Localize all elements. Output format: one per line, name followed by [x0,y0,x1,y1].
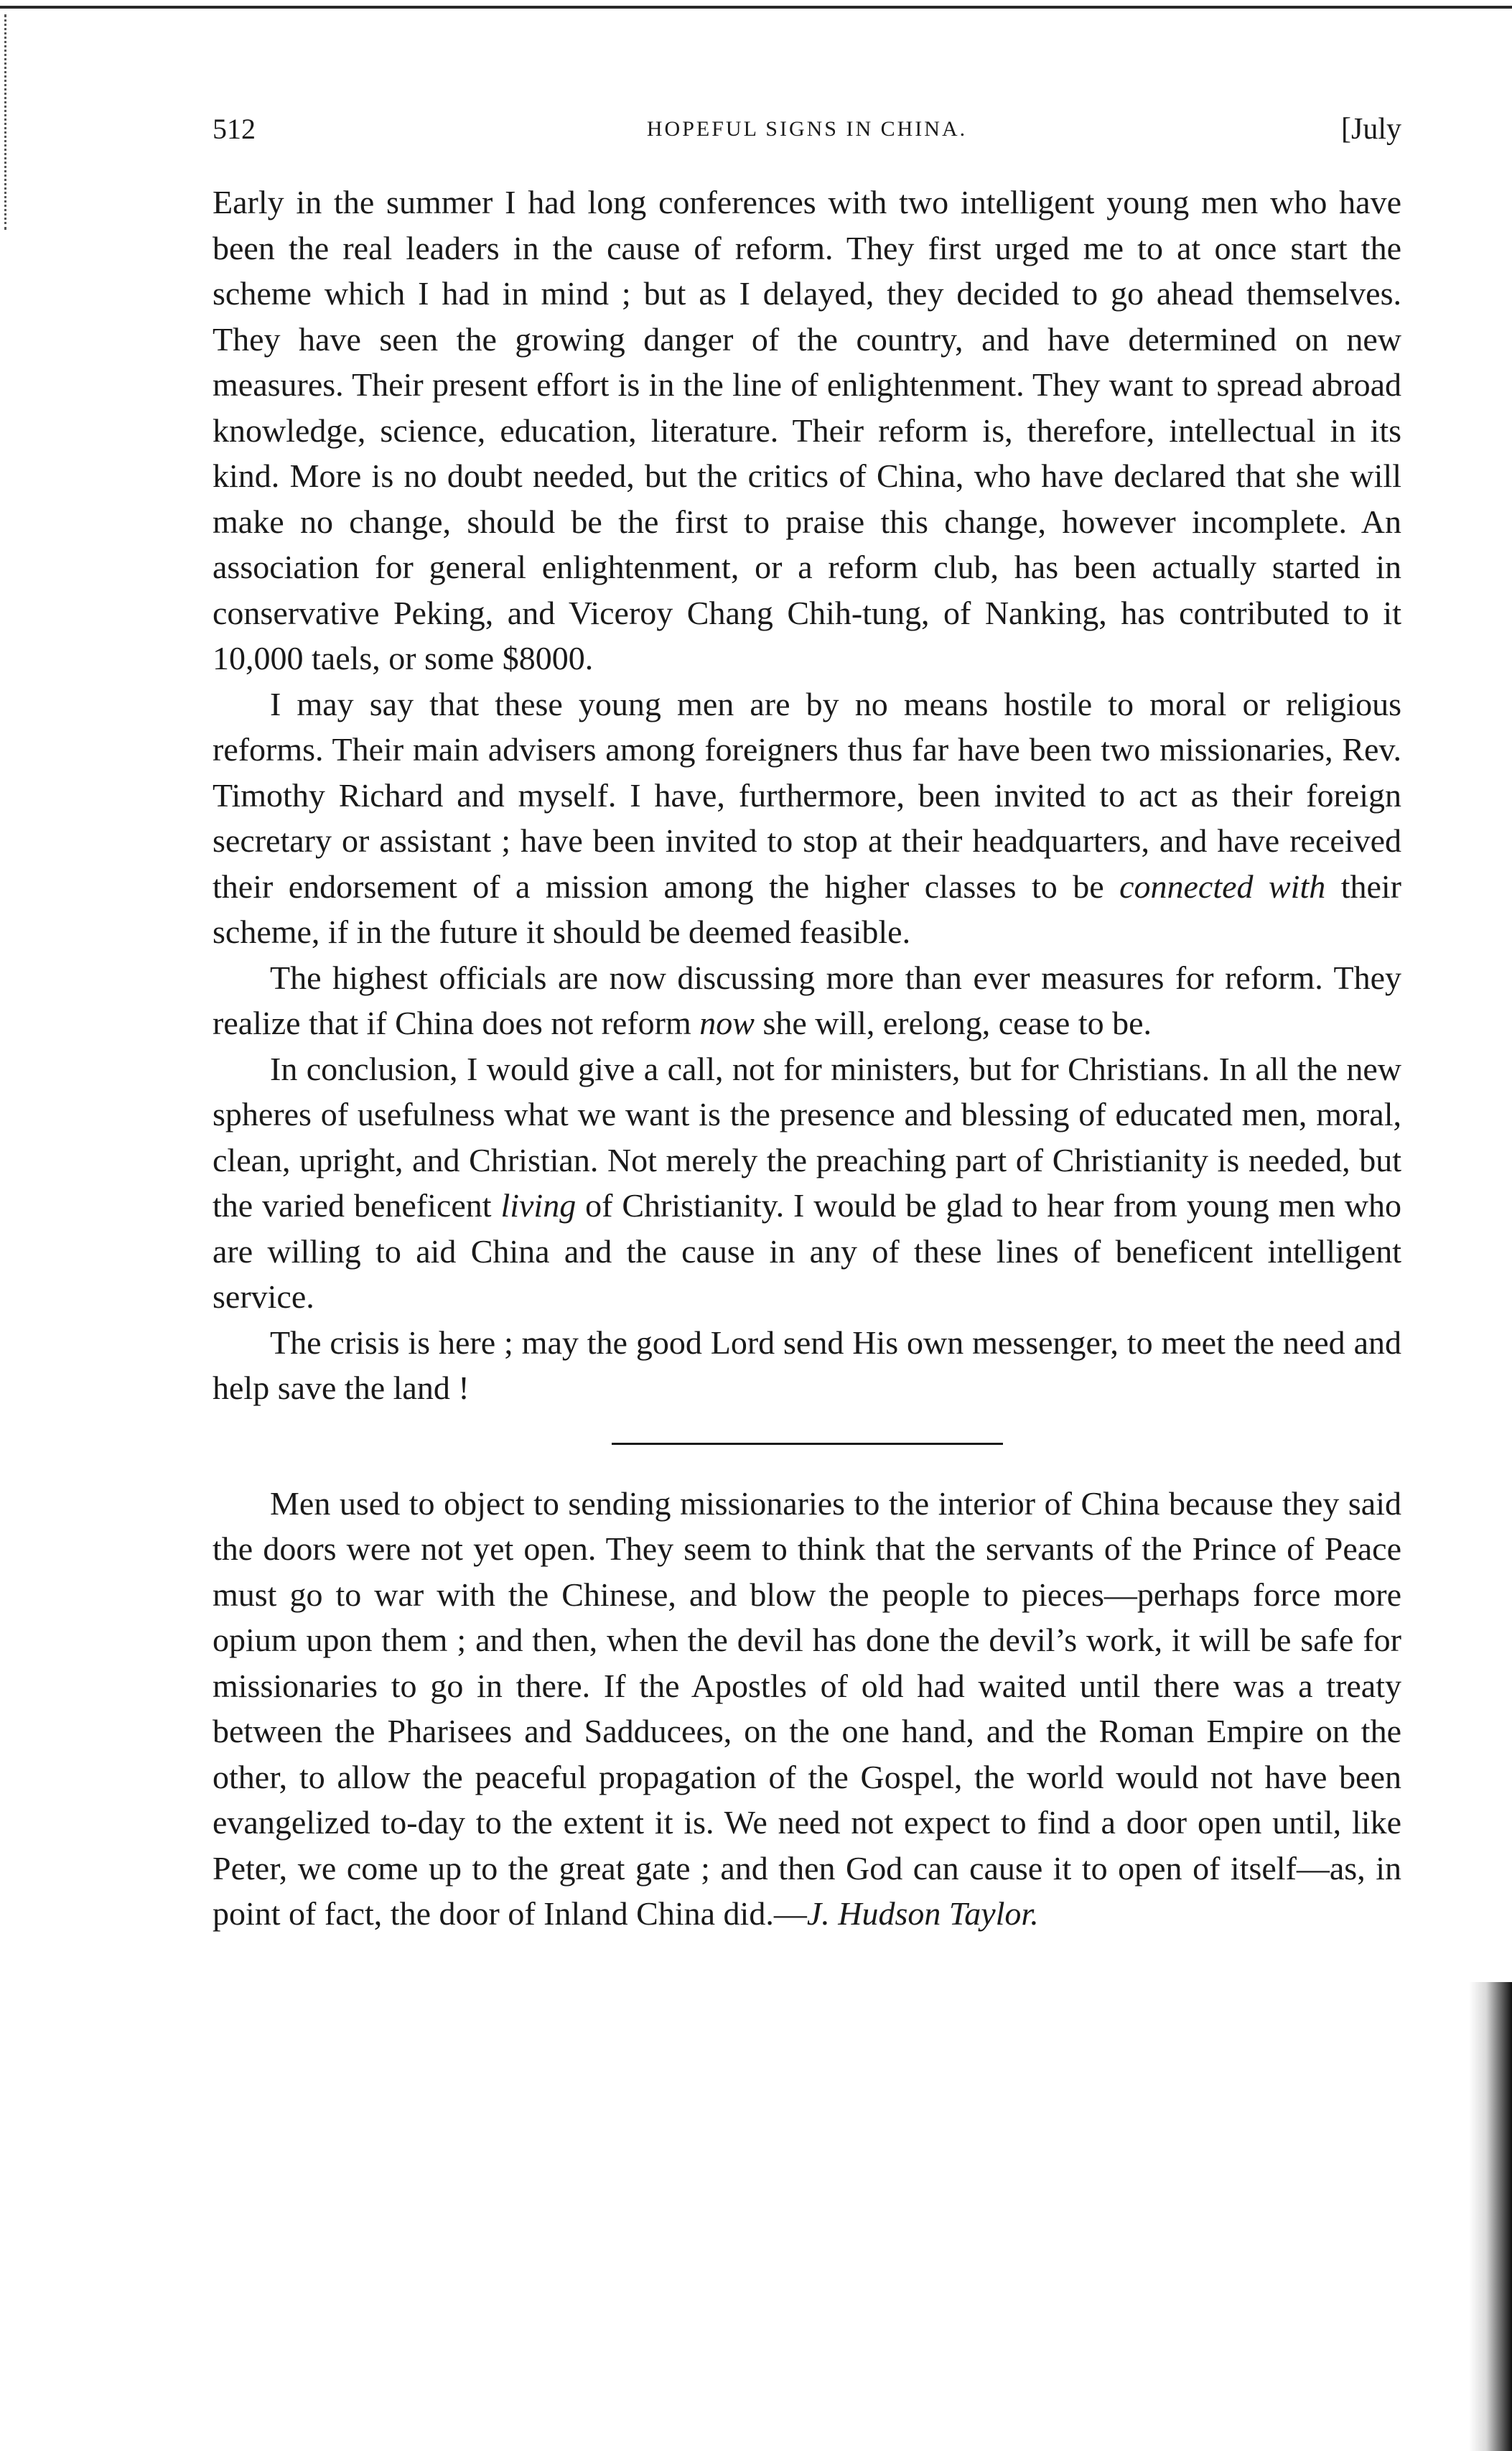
paragraph-text: their scheme, if in the future it should be deemed feasible. [213,868,1401,950]
page-body [213,180,1401,1937]
paragraph-officials [213,955,1401,1046]
paragraph-text: of Christianity. I would be glad to hear from young men who are willing to aid China and the cause in any of these lines of beneficent intelligent service. [213,1187,1401,1315]
right-scan-shadow [1469,1982,1512,2451]
paragraph-quote [213,1481,1401,1937]
paragraph-crisis [213,1320,1401,1411]
running-header [213,108,1401,151]
paragraph-text: The crisis is here ; may the good Lord send His own messenger, to meet the need and help save the land ! [213,1324,1401,1406]
left-binding-edge [4,14,9,230]
quote-attribution: J. Hudson Taylor. [806,1895,1039,1932]
top-page-rule [0,6,1512,9]
paragraph-reform-leaders [213,180,1401,682]
emphasis-text: connected with [1119,868,1326,905]
paragraph-text: Early in the summer I had long conferences with two intelligent young men who have been the real leaders in the cause of reform. They first urged me to at once start the scheme which I had in mind ; but as I delayed, they decided to go ahead themselves. They have seen the growing danger of the country, and have determined on new measures. Their present effort is in the line of enlightenment. They want to spread abroad knowledge, science, education, literature. Their reform is, therefore, intellectual in its kind. More is no doubt needed, but the critics of China, who have declared that she will make no change, should be the first to praise this change, however incomplete. An association for general enlightenment, or a reform club, has been actually started in conservative Peking, and Viceroy Chang Chih-tung, of Nanking, has contributed to it 10,000 taels, or some $8000. [213,184,1401,676]
quote-text: Men used to object to sending missionaries to the interior of China because they said the doors were not yet open. They seem to think that the servants of the Prince of Peace must go to war with the Chinese, and blow the people to pieces—perhaps force more opium upon them ; and then, when the devil has done the devil’s work, it will be safe for missionaries to go in there. If the Apostles of old had waited until there was a treaty between the Pharisees and Sadducees, on the one hand, and the Roman Empire on the other, to allow the peaceful propagation of the Gospel, the world would not have been evangelized to-day to the extent it is. We need not expect to find a door open until, like Peter, we come up to the great gate ; and then God can cause it to open of itself—as, in point of fact, the door of Inland China did.— [213,1484,1401,1932]
paragraph-text: I may say that these young men are by no means hostile to moral or religious reforms. Their main advisers among foreigners thus far have been two missionaries, Rev. Timothy Richard and myself. I have, furthermore, been invited to act as their foreign secretary or assistant ; have been invited to stop at their headquarters, and have received their endorsement of a mission among the higher classes to be [213,685,1401,905]
paragraph-conclusion [213,1046,1401,1320]
issue-month: [July [1341,113,1401,146]
page-number: 512 [213,113,256,145]
section-separator [612,1443,1003,1445]
paragraph-text: In conclusion, I would give a call, not for ministers, but for Christians. In all the new spheres of usefulness what we want is the presence and blessing of educated men, moral, clean, upright, and Christian. Not merely the preaching part of Christianity is needed, but the varied beneficent [213,1050,1401,1224]
emphasis-text: now [699,1005,755,1041]
emphasis-text: living [500,1187,577,1224]
paragraph-text: she will, erelong, cease to be. [754,1005,1152,1041]
running-title: HOPEFUL SIGNS IN CHINA. [646,117,968,141]
paragraph-text: The highest officials are now discussing more than ever measures for reform. They realize that if China does not reform [213,959,1401,1041]
paragraph-advisers [213,682,1401,955]
